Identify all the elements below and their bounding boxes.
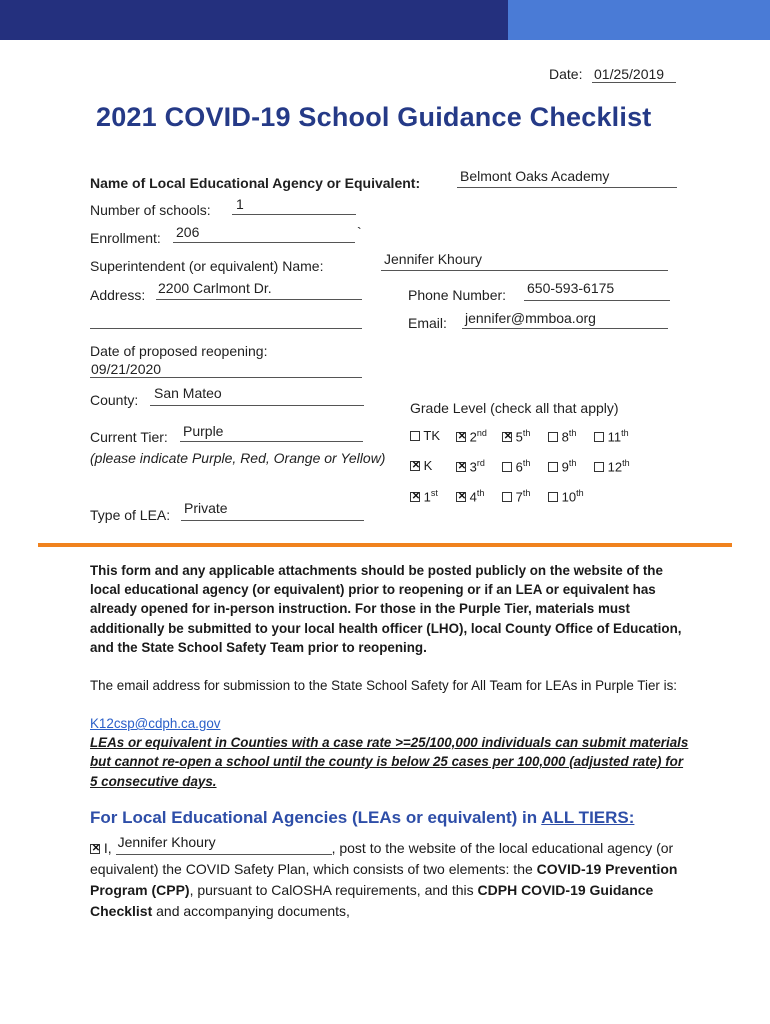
grade-10-checkbox[interactable] (548, 492, 558, 502)
type-label: Type of LEA: (90, 507, 171, 523)
grade-4-checkbox[interactable] (456, 492, 466, 502)
county-label: County: (90, 392, 139, 408)
grade-6[interactable]: 6th (502, 458, 530, 474)
grade-11-checkbox[interactable] (594, 432, 604, 442)
schools-underline (232, 214, 356, 215)
submission-email-link[interactable]: K12csp@cdph.ca.gov (90, 716, 221, 731)
grade-8[interactable]: 8th (548, 428, 576, 444)
lea-field[interactable]: Belmont Oaks Academy (460, 168, 610, 184)
grade-9[interactable]: 9th (548, 458, 576, 474)
schools-field[interactable]: 1 (236, 196, 244, 212)
grade-7-checkbox[interactable] (502, 492, 512, 502)
grade-k-checkbox[interactable] (410, 461, 420, 471)
county-underline (150, 405, 364, 406)
enrollment-underline (173, 242, 355, 243)
grade-1-checkbox[interactable] (410, 492, 420, 502)
email-label: Email: (408, 315, 447, 331)
grade-k[interactable]: ✕ K (410, 458, 432, 473)
superintendent-field[interactable]: Jennifer Khoury (384, 251, 483, 267)
tier-underline (180, 441, 363, 442)
phone-label: Phone Number: (408, 287, 507, 303)
tier-field[interactable]: Purple (183, 423, 224, 439)
case-rate-warning: LEAs or equivalent in Counties with a case rate >=25/100,000 individuals can submit materials but cannot re-open a school until the county is below 25 cases per 100,000 (adjusted rate) for 5 consecutive days. (90, 735, 689, 789)
tier-note: (please indicate Purple, Red, Orange or Yellow) (90, 450, 386, 466)
date-underline (592, 82, 676, 83)
type-field[interactable]: Private (184, 500, 228, 516)
enrollment-mark: ` (357, 224, 362, 240)
grade-4[interactable]: ✕ 4th (456, 488, 484, 504)
top-banner-accent (508, 0, 770, 40)
all-tiers-statement: ✕ I, Jennifer Khoury , post to the website of the local educational agency (or equivalent) the COVID Safety Plan, which consists of two elements: the COVID-19 Prevention Program (CPP), pursuant to CalOSHA requirements, and this CDPH COVID-19 Guidance Checklist and accompanying documents, (90, 838, 690, 922)
superintendent-underline (381, 270, 668, 271)
date-label: Date: (549, 66, 583, 82)
grade-12[interactable]: 12th (594, 458, 630, 474)
grade-tk[interactable]: TK (410, 428, 440, 443)
enrollment-label: Enrollment: (90, 230, 161, 246)
grade-7[interactable]: 7th (502, 488, 530, 504)
email-underline (462, 328, 668, 329)
superintendent-label: Superintendent (or equivalent) Name: (90, 258, 324, 274)
top-banner (0, 0, 770, 40)
type-underline (181, 520, 364, 521)
grade-5[interactable]: ✕ 5th (502, 428, 530, 444)
all-tiers-checkbox[interactable] (90, 844, 100, 854)
grade-3-checkbox[interactable] (456, 462, 466, 472)
grade-10[interactable]: 10th (548, 488, 584, 504)
lea-underline (457, 187, 677, 188)
signer-field[interactable]: Jennifer Khoury (116, 840, 332, 855)
address-field[interactable]: 2200 Carlmont Dr. (158, 280, 272, 296)
phone-underline (524, 300, 670, 301)
reopen-field[interactable]: 09/21/2020 (91, 361, 162, 377)
grade-2-checkbox[interactable] (456, 432, 466, 442)
grade-1[interactable]: ✕ 1st (410, 488, 438, 504)
reopen-underline (90, 377, 362, 378)
grade-11[interactable]: 11th (594, 428, 629, 444)
lea-label: Name of Local Educational Agency or Equivalent: (90, 175, 421, 191)
address-line-2[interactable] (90, 328, 362, 329)
phone-field[interactable]: 650-593-6175 (527, 280, 615, 296)
schools-label: Number of schools: (90, 202, 211, 218)
grade-3[interactable]: ✕ 3rd (456, 458, 485, 474)
grade-8-checkbox[interactable] (548, 432, 558, 442)
section-divider (38, 543, 732, 547)
tier-label: Current Tier: (90, 429, 168, 445)
all-tiers-heading: For Local Educational Agencies (LEAs or equivalent) in ALL TIERS: (90, 808, 635, 827)
county-field[interactable]: San Mateo (154, 385, 222, 401)
email-field[interactable]: jennifer@mmboa.org (465, 310, 596, 326)
submission-text: The email address for submission to the State School Safety for All Team for LEAs in Purple Tier is: (90, 678, 677, 693)
enrollment-field[interactable]: 206 (176, 224, 200, 240)
grade-9-checkbox[interactable] (548, 462, 558, 472)
reopen-label: Date of proposed reopening: (90, 343, 268, 359)
grade-tk-checkbox[interactable] (410, 431, 420, 441)
address-label: Address: (90, 287, 146, 303)
address-underline (156, 299, 362, 300)
grade-2[interactable]: ✕ 2nd (456, 428, 487, 444)
notice-paragraph: This form and any applicable attachments should be posted publicly on the website of the local educational agency (or equivalent) prior to reopening or if an LEA or equivalent has already opened for in-person instruction. For those in the Purple Tier, materials must additionally be submitted to your local health officer (LHO), local County Office of Education, and the State School Safety Team prior to reopening. (90, 563, 682, 655)
date-value[interactable]: 01/25/2019 (594, 66, 665, 82)
grade-5-checkbox[interactable] (502, 432, 512, 442)
page-title: 2021 COVID-19 School Guidance Checklist (96, 102, 652, 132)
grade-title: Grade Level (check all that apply) (410, 400, 619, 416)
grade-6-checkbox[interactable] (502, 462, 512, 472)
grade-12-checkbox[interactable] (594, 462, 604, 472)
